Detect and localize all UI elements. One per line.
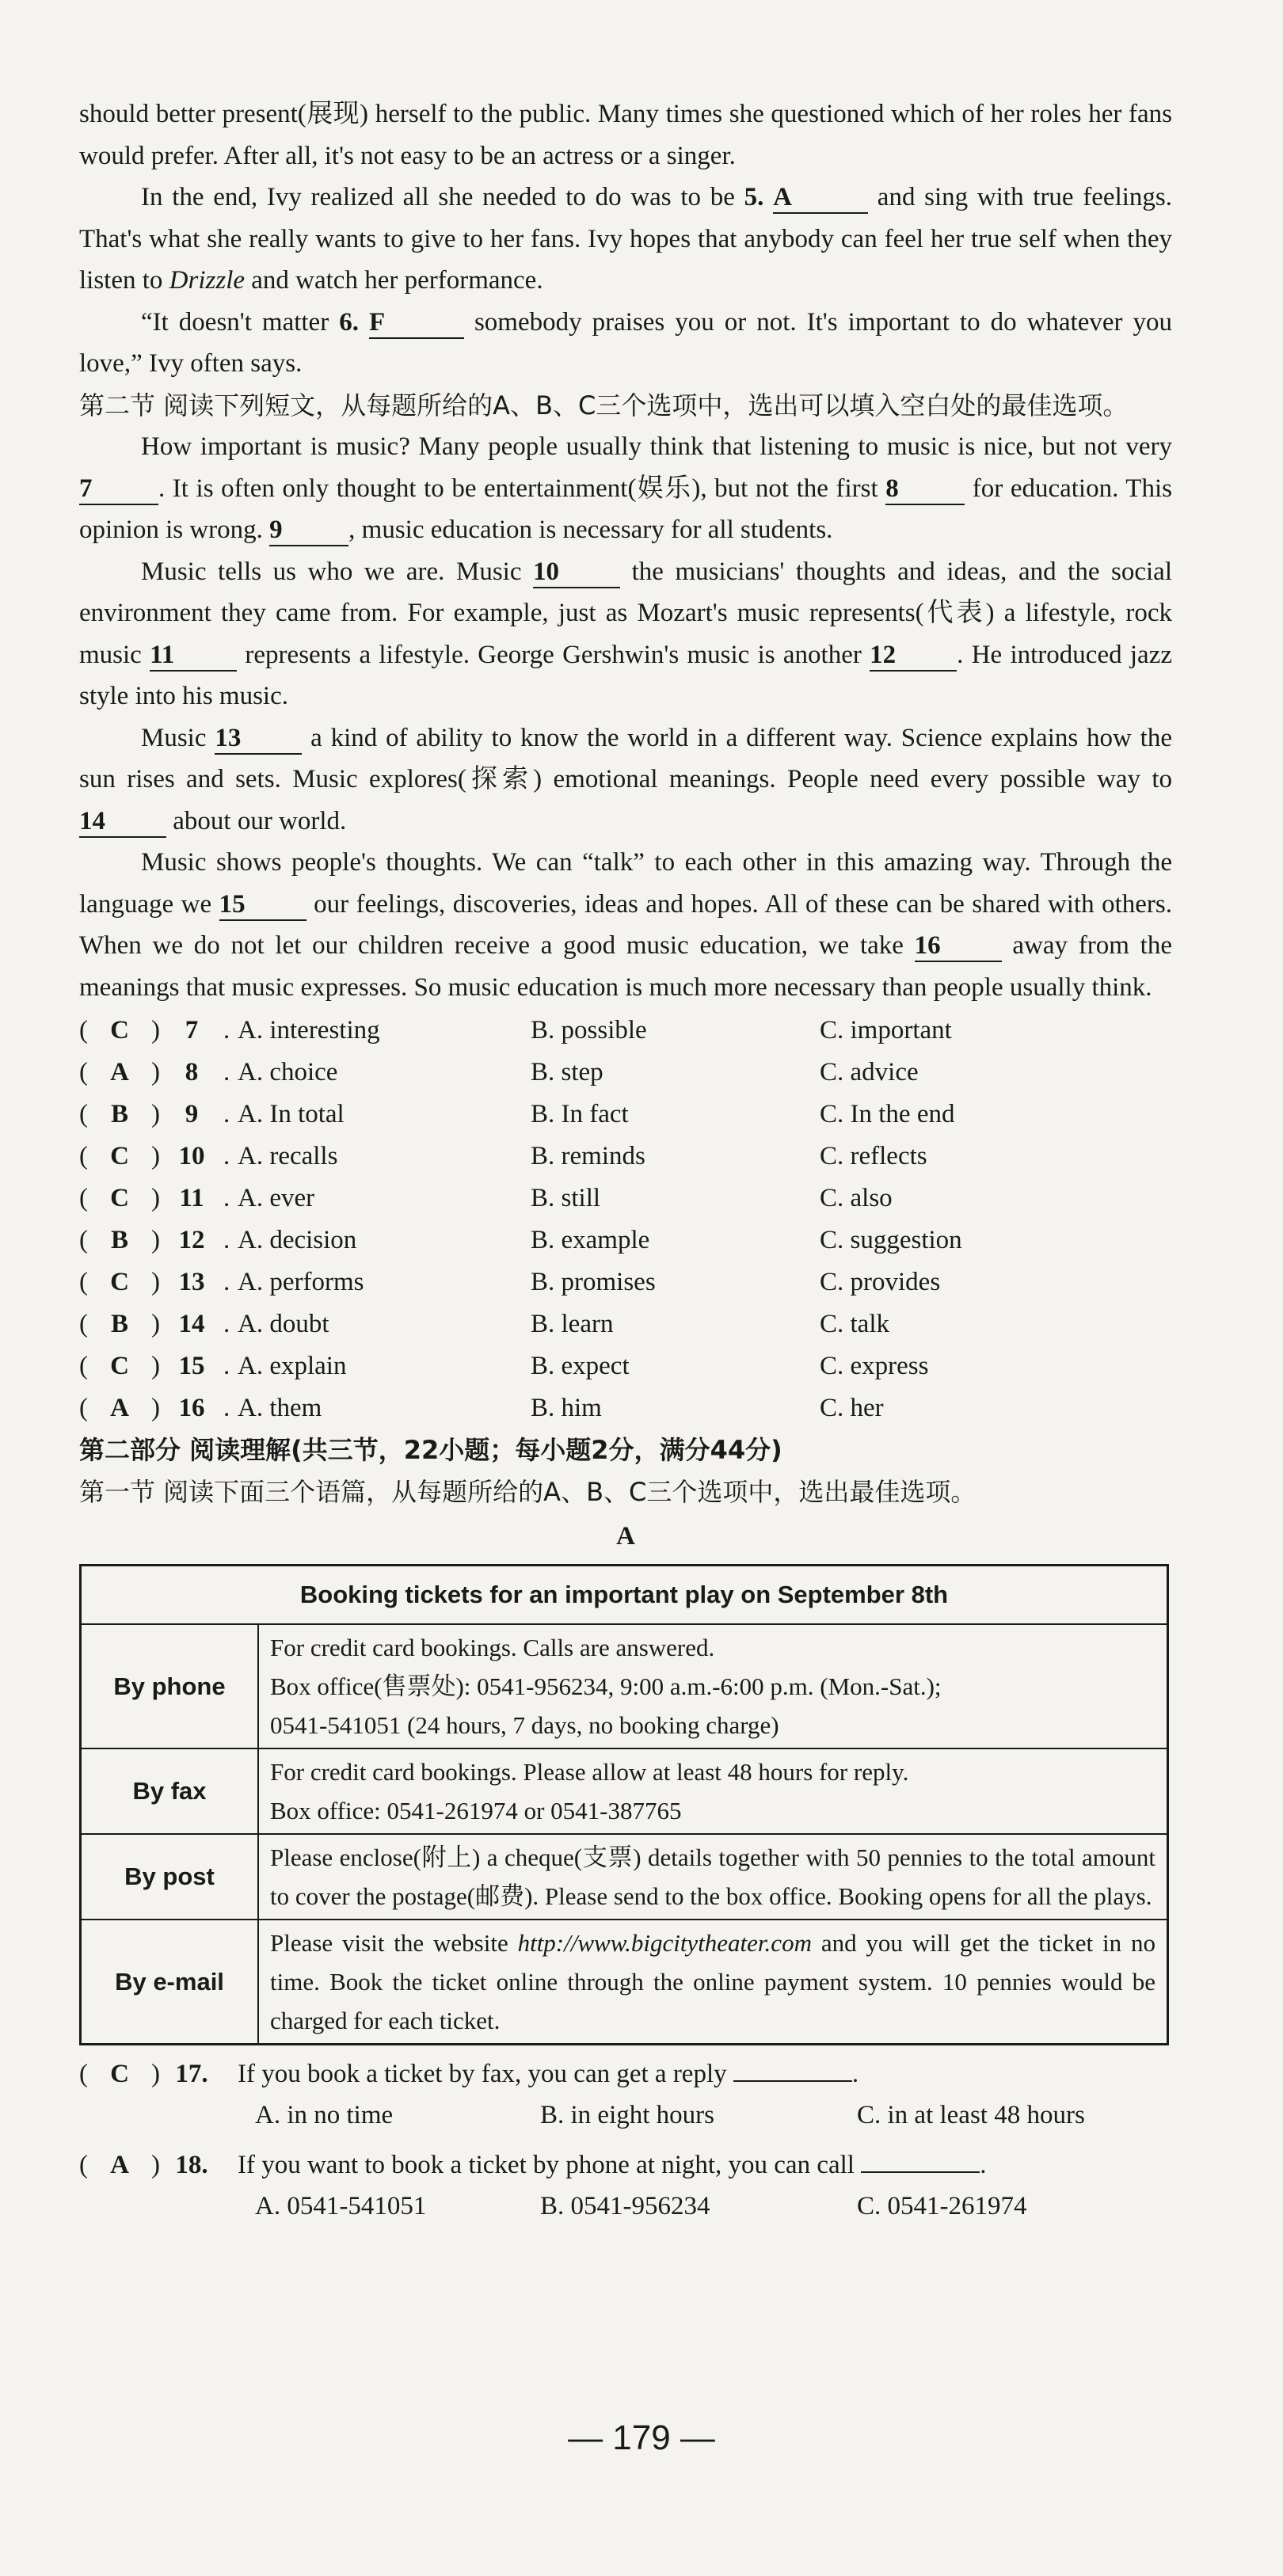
table-row (81, 1834, 1168, 1920)
option-b: B. reminds (531, 1142, 645, 1171)
answer-cell: ( C ) 7 . (79, 1010, 238, 1052)
question-text (238, 2053, 859, 2095)
option-b: B. step (531, 1058, 603, 1087)
text: represents a lifestyle. George Gershwin's music is another (237, 640, 870, 669)
option-b: B. example (531, 1226, 650, 1255)
answer-cell: ( A ) 16 . (79, 1387, 238, 1429)
answer-cell: ( C ) 13 . (79, 1261, 238, 1303)
question-number: 16 (178, 1394, 205, 1423)
row-label: By phone (81, 1624, 259, 1748)
text: our feelings, discoveries, ideas and hopes. All of these can be shared with others. When we do not let our children receive a good music education, we take (79, 889, 1172, 960)
option-a: A. explain (238, 1352, 347, 1381)
row-content (258, 1920, 1168, 2045)
part-heading: 第二部分 阅读理解(共三节，22小题；每小题2分，满分44分) (79, 1435, 782, 1465)
answer-letter: C (110, 1142, 129, 1171)
answer-letter: A (110, 1394, 129, 1423)
passage-paragraph-3 (79, 717, 1172, 843)
answer-cell: ( B ) 9 . (79, 1094, 238, 1136)
text: . He introduced jazz style into his music. (79, 640, 1172, 710)
text: and you will get the ticket in no time. Book the ticket online through the online payment system. 10 pennies would be charged for each ticket. (270, 1928, 1155, 2034)
question-number: 12 (178, 1226, 205, 1255)
line: Box office: 0541-261974 or 0541-387765 (270, 1796, 682, 1825)
option-b: B. learn (531, 1310, 614, 1339)
text: . It is often only thought to be entertainment(娱乐), but not the first (158, 474, 886, 503)
answer-cell: ( C ) 10 . (79, 1136, 238, 1178)
text: somebody praises you or not. It's important to do whatever you love,” Ivy often says. (79, 307, 1172, 378)
option-b: B. expect (531, 1352, 630, 1381)
option-b: B. In fact (531, 1100, 629, 1129)
option-b: B. him (531, 1394, 602, 1423)
text: In the end, Ivy realized all she needed to do was to be (141, 183, 744, 211)
question-number: 14 (178, 1310, 205, 1339)
option-b: B. 0541-956234 (540, 2192, 710, 2220)
question-number: 5. (744, 183, 764, 211)
text: about our world. (166, 806, 347, 835)
table-title: Booking tickets for an important play on September 8th (81, 1565, 1168, 1624)
answer-blank (733, 2053, 852, 2082)
answer-cell: ( B ) 14 . (79, 1303, 238, 1345)
line: Box office(售票处): 0541-956234, 9:00 a.m.-6:00 p.m. (Mon.-Sat.); (270, 1672, 942, 1700)
blank-11: 11 (150, 640, 237, 672)
row-content (258, 1834, 1168, 1920)
answer-letter: A (110, 1058, 129, 1087)
text: away from the meanings that music expresses. So music education is much more necessary than people usually think. (79, 931, 1172, 1002)
option-c: C. suggestion (820, 1226, 962, 1255)
question-number: 6. (339, 307, 359, 337)
question-number: 18. (175, 2150, 208, 2179)
text: , music education is necessary for all students. (348, 516, 833, 544)
row-content (258, 1748, 1168, 1834)
passage-paragraph-2 (79, 551, 1172, 717)
text: . (851, 2059, 859, 2088)
answer-letter: C (110, 1268, 129, 1297)
question-number: 13 (178, 1268, 205, 1297)
section-heading: 第一节 阅读下面三个语篇，从每题所给的A、B、C三个选项中，选出最佳选项。 (79, 1476, 977, 1507)
option-row (79, 1178, 1172, 1220)
option-a: A. 0541-541051 (255, 2192, 427, 2220)
option-c: C. important (820, 1016, 952, 1045)
text: Music shows people's thoughts. We can “talk” to each other in this amazing way. Through the language we (79, 848, 1172, 919)
text: Music (141, 723, 215, 752)
option-c: C. her (820, 1394, 884, 1423)
line: Please enclose(附上) a cheque(支票) details together with 50 pennies to the total amount to cover the postage(邮费). Please send to the box office. Booking opens for all the plays. (270, 1843, 1155, 1910)
option-row (79, 1387, 1172, 1429)
answer-blank (861, 2144, 980, 2173)
blank-16: 16 (915, 930, 1002, 962)
question-number: 10 (178, 1142, 205, 1171)
row-content (258, 1624, 1168, 1748)
page-number: — 179 — (568, 2418, 715, 2457)
row-label: By post (81, 1834, 259, 1920)
option-c: C. provides (820, 1268, 941, 1297)
option-c: C. talk (820, 1310, 889, 1339)
text: If you book a ticket by fax, you can get a reply (238, 2059, 727, 2088)
question-number: 17. (175, 2059, 208, 2088)
question-number: 15 (178, 1352, 205, 1381)
option-c: C. advice (820, 1058, 919, 1087)
blank-10: 10 (533, 557, 620, 588)
blank-8: 8 (885, 474, 965, 505)
website-link: http://www.bigcitytheater.com (517, 1928, 812, 1957)
answer-cell: ( C ) 17. (79, 2053, 238, 2095)
option-b: B. possible (531, 1016, 647, 1045)
option-row (79, 1220, 1172, 1261)
booking-table (79, 1564, 1169, 2045)
option-a: A. doubt (238, 1310, 329, 1339)
option-c: C. In the end (820, 1100, 955, 1129)
question-number: 7 (185, 1016, 199, 1045)
option-a: A. In total (238, 1100, 345, 1129)
question-number: 8 (185, 1058, 199, 1087)
answer-blank-5: A (773, 182, 868, 214)
option-c: C. in at least 48 hours (857, 2101, 1085, 2129)
answer-letter: A (110, 2150, 129, 2179)
option-b: B. still (531, 1184, 601, 1213)
option-c: C. reflects (820, 1142, 927, 1171)
option-row (79, 1303, 1172, 1345)
row-label: By fax (81, 1748, 259, 1834)
answer-cell: ( B ) 12 . (79, 1220, 238, 1261)
option-a: A. decision (238, 1226, 357, 1255)
text: How important is music? Many people usually think that listening to music is nice, but not very (141, 432, 1172, 461)
line: For credit card bookings. Please allow at least 48 hours for reply. (270, 1757, 909, 1786)
text: for education. This opinion is wrong. (79, 474, 1172, 544)
table-row (81, 1748, 1168, 1834)
text: and watch her performance. (245, 266, 543, 295)
answer-letter: B (110, 1100, 128, 1129)
answer-cell: ( A ) 8 . (79, 1052, 238, 1094)
option-c: C. also (820, 1184, 893, 1213)
text: If you want to book a ticket by phone at night, you can call (238, 2150, 855, 2179)
option-a: A. them (238, 1394, 322, 1423)
blank-12: 12 (870, 640, 957, 672)
option-row (79, 1136, 1172, 1178)
option-b: B. promises (531, 1268, 656, 1297)
option-c: C. express (820, 1352, 929, 1381)
table-row (81, 1624, 1168, 1748)
blank-9: 9 (269, 515, 348, 546)
passage-paragraph-4 (79, 842, 1172, 1008)
answer-letter: B (110, 1310, 128, 1339)
option-a: A. interesting (238, 1016, 380, 1045)
line: 0541-541051 (24 hours, 7 days, no booking charge) (270, 1710, 779, 1739)
paragraph-top-2 (79, 177, 1172, 302)
line: For credit card bookings. Calls are answered. (270, 1633, 715, 1661)
text: “It doesn't matter (141, 307, 340, 337)
options-list (79, 1010, 1172, 1429)
option-c: C. 0541-261974 (857, 2192, 1027, 2220)
option-row (79, 1094, 1172, 1136)
passage-letter: A (616, 1522, 635, 1551)
question-number: 9 (185, 1100, 199, 1129)
answer-cell: ( A ) 18. (79, 2144, 238, 2186)
text: the musicians' thoughts and ideas, and the social environment they came from. For example, just as Mozart's music represents(代表) a lifestyle, rock music (79, 557, 1172, 669)
answer-letter: C (110, 1352, 129, 1381)
answer-cell: ( C ) 15 . (79, 1345, 238, 1387)
answer-blank-6: F (369, 307, 464, 339)
blank-13: 13 (215, 723, 302, 755)
paragraph-top-3 (79, 302, 1172, 385)
row-label: By e-mail (81, 1920, 259, 2045)
answer-cell: ( C ) 11 . (79, 1178, 238, 1220)
text: Music tells us who we are. Music (141, 557, 534, 586)
question-18 (79, 2144, 1172, 2186)
option-row (79, 1052, 1172, 1094)
blank-15: 15 (219, 889, 306, 921)
section-heading: 第二节 阅读下列短文，从每题所给的A、B、C三个选项中，选出可以填入空白处的最佳选项。 (79, 390, 1129, 420)
text: and sing with true feelings. That's what she really wants to give to her fans. Ivy hopes that anybody can feel her true self when they listen to (79, 183, 1173, 295)
option-a: A. in no time (255, 2101, 394, 2129)
question-text (238, 2144, 986, 2186)
choices-17 (79, 2095, 1172, 2137)
answer-letter: C (110, 2059, 129, 2088)
option-a: A. recalls (238, 1142, 338, 1171)
option-a: A. performs (238, 1268, 364, 1297)
line (270, 1923, 1155, 2040)
passage-paragraph-1 (79, 426, 1172, 551)
answer-letter: C (110, 1184, 129, 1213)
table-header-row (81, 1565, 1168, 1624)
option-a: A. ever (238, 1184, 315, 1213)
text: a kind of ability to know the world in a different way. Science explains how the sun rises and sets. Music explores(探索) emotional meanings. People need every possible way to (79, 723, 1172, 793)
paragraph-top-1: should better present(展现) herself to the public. Many times she questioned which of her roles her fans would prefer. After all, it's not easy to be an actress or a singer. (79, 100, 1172, 170)
question-17 (79, 2053, 1172, 2095)
text: . (980, 2150, 987, 2179)
table-row (81, 1920, 1168, 2045)
answer-letter: B (110, 1226, 128, 1255)
blank-7: 7 (79, 474, 158, 505)
option-b: B. in eight hours (540, 2101, 714, 2129)
question-number: 11 (179, 1184, 204, 1213)
text: Please visit the website (270, 1928, 518, 1957)
document-page (79, 93, 1172, 2228)
choices-18 (79, 2186, 1172, 2228)
option-row (79, 1010, 1172, 1052)
option-row (79, 1261, 1172, 1303)
option-a: A. choice (238, 1058, 338, 1087)
answer-letter: C (110, 1016, 129, 1045)
option-row (79, 1345, 1172, 1387)
blank-14: 14 (79, 806, 166, 838)
drizzle-title: Drizzle (169, 266, 246, 295)
